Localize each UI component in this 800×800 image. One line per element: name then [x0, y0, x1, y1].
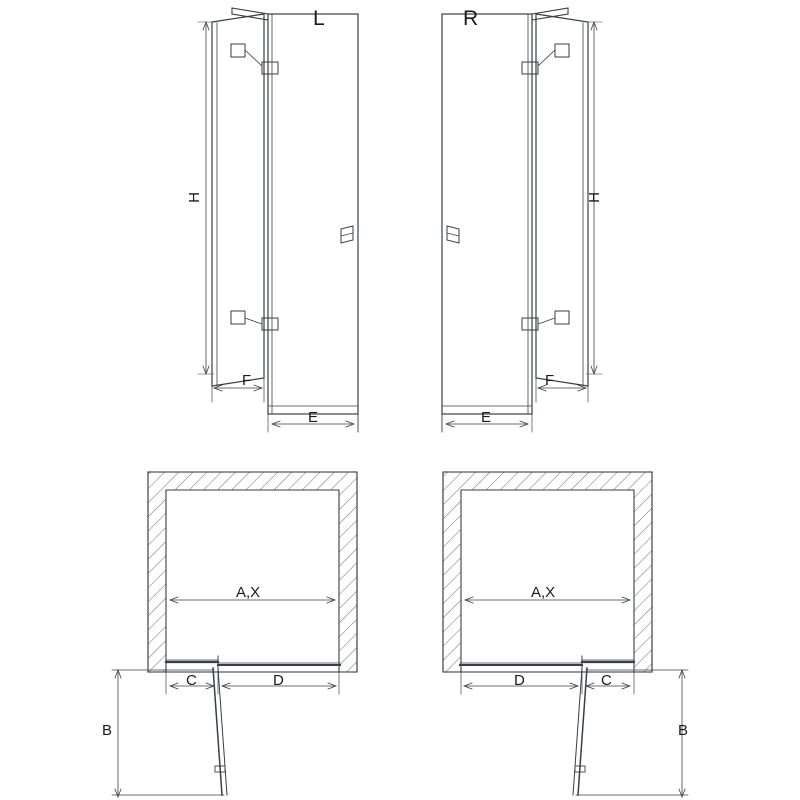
elevation-right-view	[442, 8, 602, 432]
dimension-label-f-left: F	[242, 372, 252, 389]
dimension-label-d-left: D	[273, 672, 284, 689]
dimension-label-b-right: B	[678, 722, 689, 739]
label-left-variant: L	[313, 7, 325, 30]
dimension-label-f-right: F	[545, 372, 555, 389]
dimension-label-b-left: B	[102, 722, 113, 739]
dimension-label-d-right: D	[514, 672, 525, 689]
dimension-label-e-right: E	[481, 409, 492, 426]
dimension-label-h-left: H	[185, 192, 203, 203]
dimension-label-c-right: C	[601, 672, 612, 689]
dimension-label-e-left: E	[308, 409, 319, 426]
plan-left-view	[112, 472, 357, 797]
plan-right-view	[443, 472, 688, 797]
elevation-left-view	[198, 8, 358, 432]
dimension-label-h-right: H	[585, 192, 603, 203]
dimension-label-c-left: C	[186, 672, 197, 689]
label-right-variant: R	[463, 7, 479, 30]
dimension-label-ax-left: A,X	[236, 584, 261, 601]
dimension-label-ax-right: A,X	[531, 584, 556, 601]
